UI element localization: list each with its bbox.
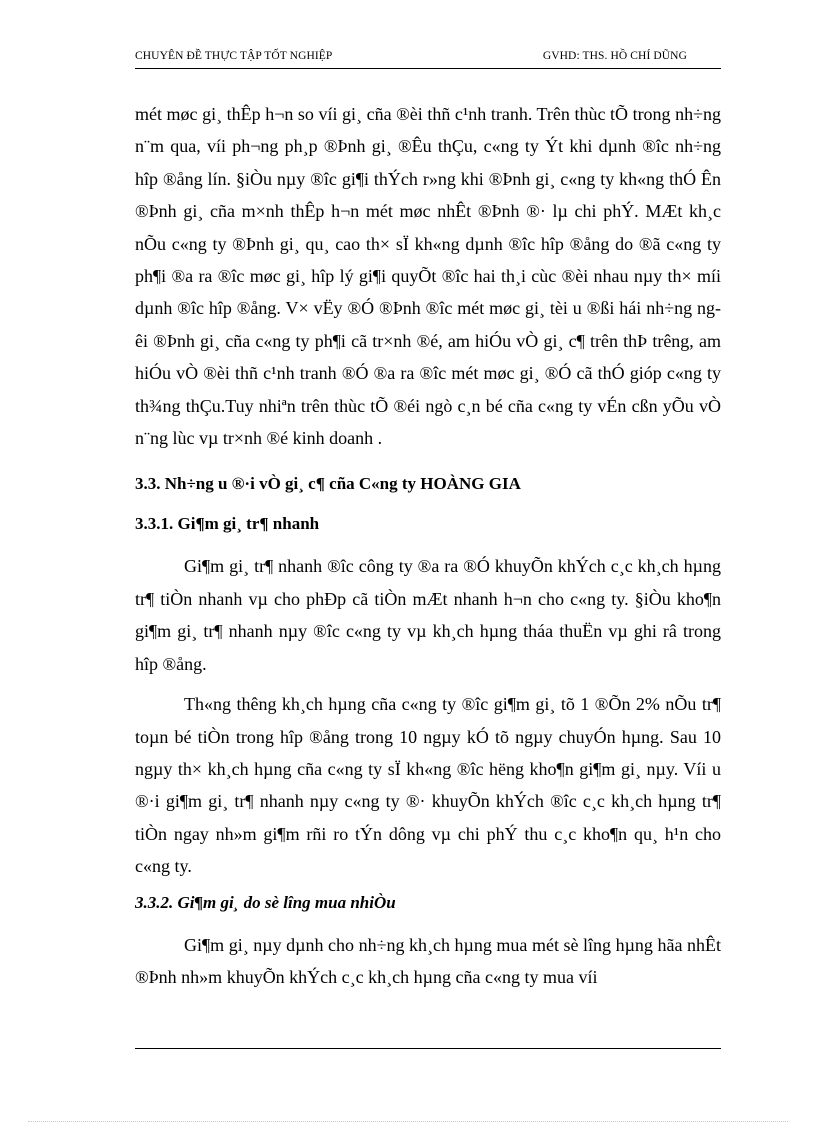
subsection-heading-3-3-1: 3.3.1. Gi¶m gi¸ tr¶ nhanh bbox=[135, 514, 320, 534]
subsection-heading-3-3-2: 3.3.2. Gi¶m gi¸ do sè lîng mua nhiÒu bbox=[135, 892, 396, 912]
page-boundary-dotted-line bbox=[28, 1121, 788, 1122]
paragraph-volume-discount: Gi¶m gi¸ nµy dµnh cho nh÷ng kh¸ch hµng mua mét sè lîng hµng hãa nhÊt ®Þnh nh»m khuyÕn khÝch c¸c kh¸ch hµng cña c«ng ty mua víi bbox=[135, 934, 721, 987]
paragraph-quick-pay-terms: Th«ng thêng kh¸ch hµng cña c«ng ty ®îc gi¶m gi¸ tõ 1 ®Õn 2% nÕu tr¶ toµn bé tiÒn trong hîp ®ång trong 10 ngµy kÓ tõ ngµy chuyÓn hµng. Sau 10 ngµy th× kh¸ch hµng cña c«ng ty sÏ kh«ng ®îc hëng kho¶n gi¶m gi¸ nµy. Víi u ®·i gi¶m gi¸ tr¶ nhanh nµy c«ng ty ®· khuyÕn khÝch ®îc c¸c kh¸ch hµng tr¶ tiÒn ngay nh»m gi¶m rñi ro tÝn dông vµ chi phÝ thu c¸c kho¶n qu¸ h¹n cho c«ng ty. bbox=[135, 694, 721, 877]
document-body bbox=[135, 98, 721, 993]
footer-rule bbox=[135, 1048, 721, 1049]
paragraph-quick-pay-discount: Gi¶m gi¸ tr¶ nhanh ®îc công ty ®a ra ®Ó khuyÕn khÝch c¸c kh¸ch hµng tr¶ tiÒn nhanh vµ cho phÐp cã tiÒn mÆt nhanh h¬n cho c«ng ty. §iÒu kho¶n gi¶m gi¸ tr¶ nhanh nµy ®îc c«ng ty vµ kh¸ch hµng tháa thuËn vµ ghi râ trong hîp ®ång. bbox=[135, 556, 721, 674]
paragraph-pricing-bid: mét møc gi¸ thÊp h¬n so víi gi¸ cña ®èi thñ c¹nh tranh. Trên thùc tÕ trong nh÷ng n¨m qua, víi ph¬ng ph¸p ®Þnh gi¸ ®Êu thÇu, c«ng ty Ýt khi dµnh ®îc nh÷ng hîp ®ång lín. §iÒu nµy ®îc gi¶i thÝch r»ng khi ®Þnh gi¸ c«ng ty kh«ng thÓ Ên ®Þnh gi¸ cña m×nh thÊp h¬n mét møc nhÊt ®Þnh ®· lµ chi phÝ. MÆt kh¸c nÕu c«ng ty ®Þnh gi¸ qu¸ cao th× sÏ kh«ng dµnh ®îc hîp ®ång do ®ã c«ng ty ph¶i ®a ra ®îc møc gi¸ hîp lý gi¶i quyÕt ®îc hai th¸i cùc ®èi nhau nµy th× míi dµnh ®îc hîp ®ång. V× vËy ®Ó ®Þnh ®îc mét møc gi¸ tèi u ®ßi hái nh÷ng ngêi ®Þnh gi¸ cña c«ng ty ph¶i cã tr×nh ®é, am hiÓu vÒ gi¸ c¶ trên thÞ trêng, am hiÓu vÒ ®èi thñ c¹nh tranh ®Ó ®a ra ®îc mét møc gi¸ ®Ó cã thÓ gióp c«ng ty th¾ng thÇu.Tuy nhiªn trên thùc tÕ ®éi ngò c¸n bé cña c«ng ty vÉn cßn yÕu vÒ n¨ng lùc vµ tr×nh ®é kinh doanh . bbox=[135, 104, 721, 449]
header-title: CHUYÊN ĐỀ THỰC TẬP TỐT NGHIỆP bbox=[135, 50, 333, 62]
section-heading-3-3: 3.3. Nh÷ng u ®·i vÒ gi¸ c¶ cña C«ng ty HOÀNG GIA bbox=[135, 474, 521, 494]
header-supervisor: GVHD: THS. HỒ CHÍ DŨNG bbox=[542, 50, 687, 62]
page-header bbox=[135, 48, 721, 69]
